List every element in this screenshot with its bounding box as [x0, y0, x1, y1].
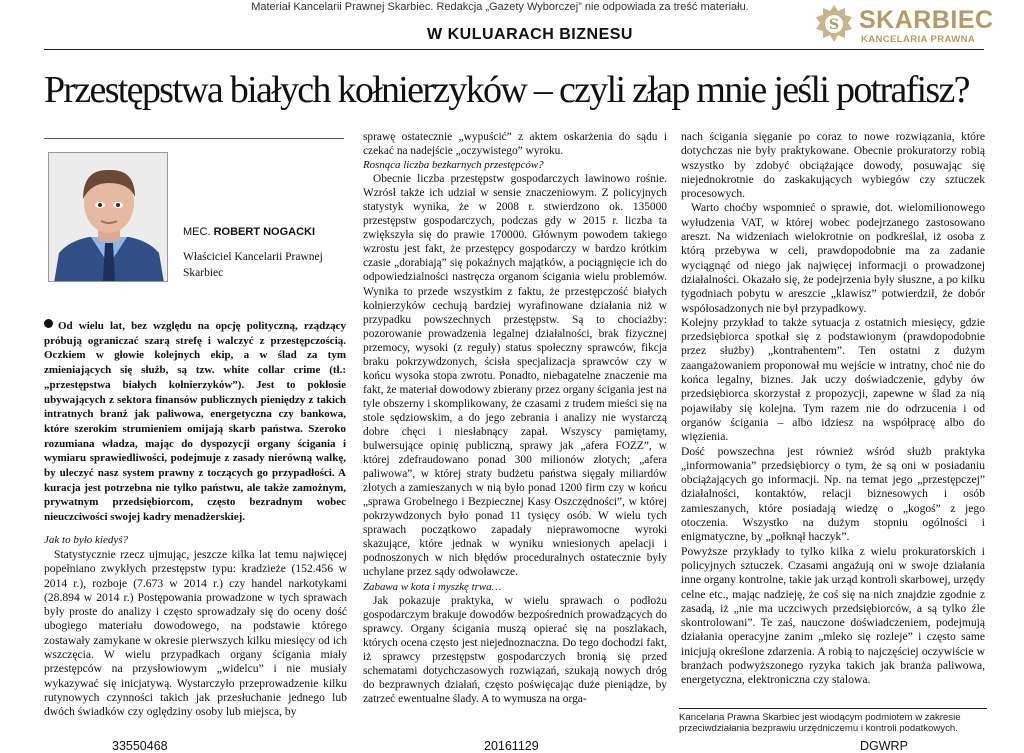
brand-logo [814, 4, 994, 48]
column-3 [681, 130, 985, 688]
footer-id: 33550468 [112, 739, 168, 753]
paragraph: Warto choćby wspomnieć o sprawie, dot. wielomilionowego wyłudzenia VAT, w której wobec podejrzanego zastosowano areszt. Na widzeniach wielokrotnie on podkreślał, iż osoba z którą przebywa w celi, prawdopodobnie ma za zadanie wyciągnąć od niego jak najwięcej informacji o prowadzonej działalności. Okazało się, że podejrzenia były słuszne, a po kilku tygodniach pobytu w areszcie „klawisz” potwierdził, że dobór współosadzonych nie był przypadkowy. [681, 201, 985, 315]
lead-paragraph [44, 319, 346, 525]
svg-text:S: S [828, 17, 840, 33]
author-portrait-icon [49, 153, 168, 282]
author-prefix: MEC. [183, 226, 211, 238]
disclaimer: Materiał Kancelarii Prawnej Skarbiec. Redakcja „Gazety Wyborczej” nie odpowiada za treść materiału. [251, 1, 749, 13]
author-photo [48, 152, 168, 282]
bullet-icon [44, 319, 53, 328]
author-fullname: ROBERT NOGACKI [213, 226, 316, 238]
footnote: Kancelaria Prawna Skarbiec jest wiodącym podmiotem w zakresie przeciwdziałania bezprawiu urzędniczemu i kontroli podatkowych. [679, 708, 987, 734]
paragraph: nach ścigania sięganie po coraz to nowe rozwiązania, które dotychczas nie były praktykowane. Obecnie prokuratorzy robią wszystko by zdobyć obciążające dowody, posuwając się niejednokrotnie do zaskakujących wybiegów czy sztuczek procesowych. [681, 130, 985, 201]
section-title: W KULUARACH BIZNESU [427, 26, 633, 43]
subheading: Zabawa w kota i myszkę trwa… [363, 580, 502, 593]
column-2 [363, 130, 667, 706]
column-1 [44, 533, 347, 720]
subheading: Rosnąca liczba bezkarnych przestępców? [363, 159, 544, 172]
lead-text: Od wielu lat, bez względu na opcję polityczną, rządzący próbują ograniczać szarą strefę i walczyć z przestępczością. Oczkiem w głowie kolejnych ekip, a w ślad za tym zmieniających się służb, są tzw. white collar crime (tł.: „przestępstwa białych kołnierzyków”). Jest to pokłosie ubywających z sektora finansów publicznych pieniędzy z takich intratnych branż jak paliwowa, energetyczna czy bankowa, które szerokim strumieniem omijają skarb państwa. Szeroko rozumiana władza, mając do dyspozycji organy ścigania i wymiaru sprawiedliwości, podejmuje z zasady nierówną walkę, by uleczyć nasz system prawny z toczących go przypadłości. A kuracja jest potrzebna nie tylko państwu, ale także zamożnym, prywatnym przedsiębiorcom, często bezradnym wobec nieuczciwości swojej kadry menadżerskiej. [44, 320, 346, 524]
paragraph: sprawę ostatecznie „wypuścić” z aktem oskarżenia do sądu i czekać na nadejście „oczywistego” wyroku. [363, 131, 667, 158]
footer-code: DGWRP [860, 739, 908, 753]
paragraph: Dość powszechna jest również wśród służb praktyka „informowania” przedsiębiorcy o tym, że są oni w posiadaniu obciążających go informacji. Np. na temat jego „przestępczej” działalności, kontaktów, relacji biznesowych i osób zamieszanych, które posiadają wiedzę o „kogoś” z jego otoczenia. Wszystko na dużym stopniu ogólności i enigmatyczne, by „połknął haczyk”. [681, 444, 985, 544]
paragraph: Obecnie liczba przestępstw gospodarczych lawinowo rośnie. Wzrósł także ich udział w sensie znaczeniowym. Z policyjnych statystyk wynika, że w 2008 r. stwierdzono ok. 135000 przestępstw gospodarczych, podczas gdy w 2015 r. liczba ta zwiększyła się do prawie 170000. Głównym powodem takiego wzrostu jest fakt, że przestępcy gospodarczy w bardzo krótkim czasie „dorabiają” się pokaźnych majątków, a pociągnięcie ich do odpowiedzialności nastręcza organom ścigania wielu problemów. Wynika to przede wszystkim z faktu, że przestępczość białych kołnierzyków cechują bardziej wyrafinowane działania niż w przypadku powszechnych przestępstw. Są to chociażby: pozorowanie prowadzenia legalnej działalności, brak fizycznej przemocy, wysoki (z reguły) status społeczny sprawców, fikcja braku pokrzywdzonych, ścisła specjalizacja sprawców czy w końcu wysoka stopa zwrotu. Ponadto, niebagatelne znaczenie ma fakt, że materiał dowodowy zbierany przez organy ścigania jest na tyle obszerny i skomplikowany, że czasami z trudem mieści się na stole sędziowskim, a do jego zebrania i analizy nie wystarczą dobre chęci i niesłabnący zapał. Wszyscy pamiętamy, bulwersujące opinię publiczną, sprawy jak „afera FOZZ”, w której zdefraudowano ponad 300 milionów złotych; „afera paliwowa”, w której straty budżetu państwa sięgały miliardów złotych a zamieszanych w nią było ponad 1200 firm czy w końcu „sprawa Grobelnego i Bezpiecznej Kasy Oszczędności”, w której pokrzywdzonych było ponad 11 tysięcy osób. W wielu tych sprawach początkowo zapadały nieprawomocne wyroki skazujące, które jednak w wyniku wniesionych apelacji i podnoszonych w nich błędów proceduralnych ostatecznie były uchylane przez sądy odwoławcze. [363, 173, 667, 579]
paragraph: Kolejny przykład to także sytuacja z ostatnich miesięcy, gdzie przedsiębiorca spotkał się z podstawionym (prawdopodobnie przez służby) „kontrahentem”. Ten ostatni z dużym zaangażowaniem proponował mu wejście w intratny, choć nie do końca legalny, biznes. Jak uczy doświadczenie, gdyby ów przedsiębiorca skorzystał z propozycji, zapewne w ślad za nią pojawiłaby się kolejna. Tym razem nie do odrzucenia i od organów ścigania – albo idziesz na współpracę albo do więzienia. [681, 315, 985, 444]
logo-subtitle: KANCELARIA PRAWNA [861, 34, 976, 45]
paragraph: Statystycznie rzecz ujmując, jeszcze kilka lat temu najwięcej popełniano zwykłych przestępstw typu: kradzieże (152.456 w 2014 r.), rozboje (7.673 w 2014 r.) czy handel narkotykami (28.894 w 2014 r.) Postępowania prowadzone w tych sprawach były proste do analizy i często sprowadzały się do oceny dość ubogiego materiału dowodowego, na podstawie którego zostawały zamykane w okresie pierwszych kilku miesięcy od ich wszczęcia. W wielu przypadkach organy ścigania miały przestępców na przysłowiowym „widelcu” i nie musiały wykazywać się inicjatywą. Wystarczyło przeprowadzenie kilku rutynowych czynności takich jak przesłuchanie jednego lub dwóch świadków czy oględziny osoby lub miejsca, by [44, 548, 347, 719]
logo-name: SKARBIEC [859, 6, 994, 34]
paragraph: Powyższe przykłady to tylko kilka z wielu prokuratorskich i policyjnych sztuczek. Czasami angażują oni w swoje działania inne organy kontrolne, takie jak urząd kontroli skarbowej, urzędy celne etc., mając nadzieję, że coś się na nich znajdzie zgodnie z zasadą, iż „nie ma uczciwych przedsiębiorców, a są tylko źle skontrolowani”. Te zaś, nauczone doświadczeniem, podejmują działania operacyjne zanim „mleko się rozleje” i często same inicjują określone zdarzenia. A robią to najczęściej oczywiście w branżach podwyższonego ryzyka takich jak branża paliwowa, energetyczna, elektroniczna czy stalowa. [681, 544, 985, 687]
author-role: Właściciel Kancelarii Prawnej Skarbiec [183, 251, 323, 279]
header-rule [44, 49, 984, 50]
skarbiec-emblem-icon [814, 4, 854, 44]
subheading: Jak to było kiedyś? [44, 534, 128, 546]
paragraph: Jak pokazuje praktyka, w wielu sprawach o podłożu gospodarczym brakuje dowodów bezpośrednich prowadzących do sprawcy. Organy ścigania muszą opierać się na poszlakach, których ocena często jest niejednoznaczna. Do tego dochodzi fakt, iż sprawcy przestępstw gospodarczych bronią się przed schematami dotychczasowych rozwiązań, szukają nowych dróg do bezprawnych działań, często poświęcając duże pieniądze, by zatrzeć ewentualne ślady. A to wymusza na orga- [363, 594, 667, 705]
footer-date: 20161129 [484, 739, 539, 753]
headline: Przestępstwa białych kołnierzyków – czyli złap mnie jeśli potrafisz? [44, 69, 969, 111]
author-name [183, 226, 353, 238]
column-rule [44, 138, 344, 139]
